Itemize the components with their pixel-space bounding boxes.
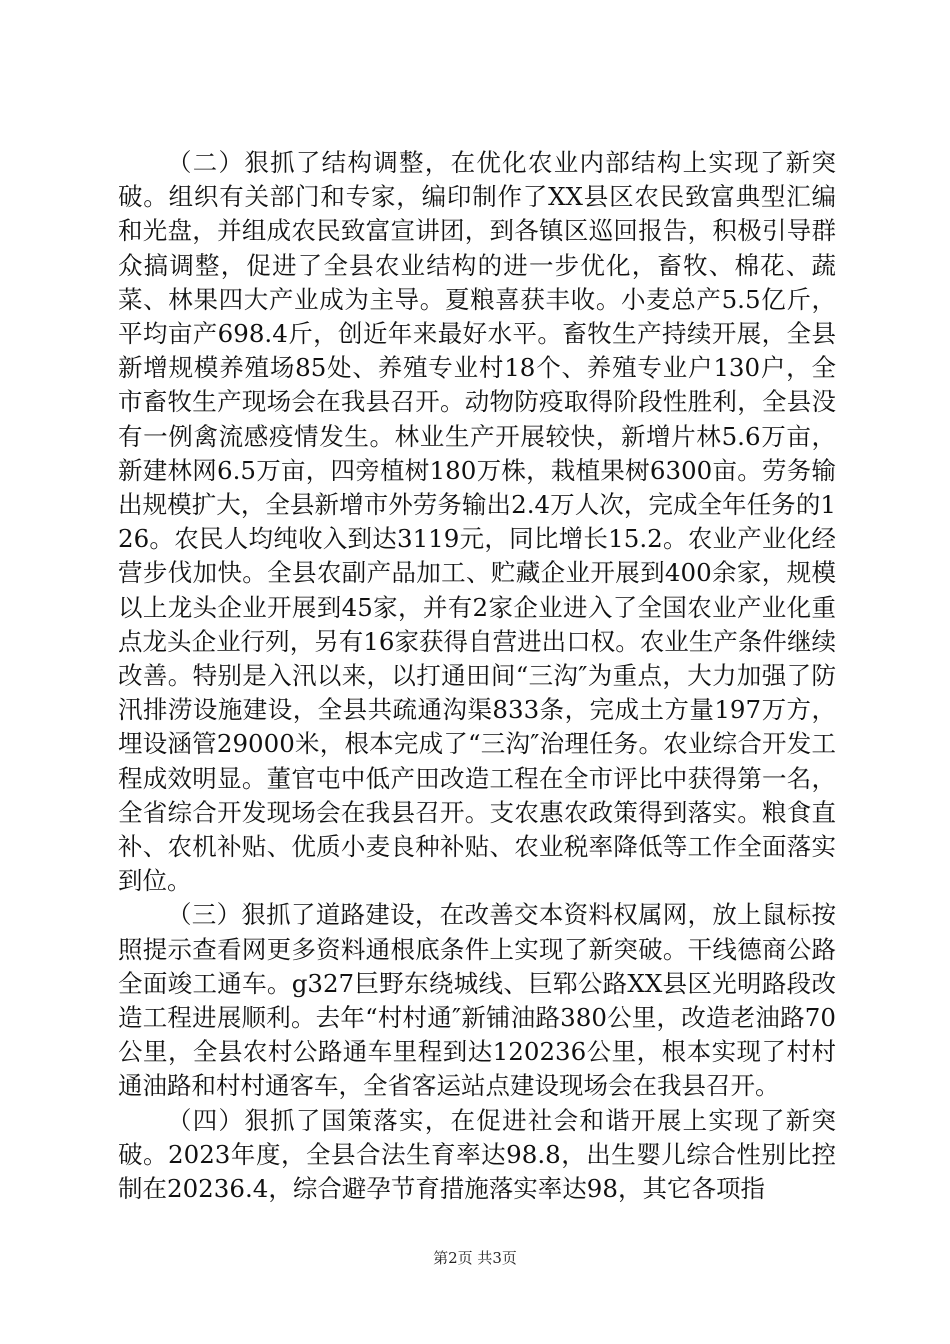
- paragraph-road-construction: （三）狠抓了道路建设，在改善交本资料权属网，放上鼠标按照提示查看网更多资料通根底条件上实现了新突破。干线德商公路全面竣工通车。g327巨野东绕城线、巨郓公路XX县区光明路段改造工程进展顺利。去年“村村通″新铺油路380公里，改造老油路70公里，全县农村公路通车里程到达120236公里，根本实现了村村通油路和村村通客车，全省客运站点建设现场会在我县召开。: [118, 900, 836, 1101]
- page-number-footer: 第2页 共3页: [433, 1249, 517, 1267]
- document-body: [118, 146, 836, 1206]
- paragraph-structure-adjustment: （二）狠抓了结构调整，在优化农业内部结构上实现了新突破。组织有关部门和专家，编印制作了XX县区农民致富典型汇编和光盘，并组成农民致富宣讲团，到各镇区巡回报告，积极引导群众搞调整，促进了全县农业结构的进一步优化，畜牧、棉花、蔬菜、林果四大产业成为主导。夏粮喜获丰收。小麦总产5.5亿斤，平均亩产698.4斤，创近年来最好水平。畜牧生产持续开展，全县新增规模养殖场85处、养殖专业村18个、养殖专业户130户，全市畜牧生产现场会在我县召开。动物防疫取得阶段性胜利，全县没有一例禽流感疫情发生。林业生产开展较快，新增片林5.6万亩，新建林网6.5万亩，四旁植树180万株，栽植果树6300亩。劳务输出规模扩大，全县新增市外劳务输出2.4万人次，完成全年任务的126。农民人均纯收入到达3119元，同比增长15.2。农业产业化经营步伐加快。全县农副产品加工、贮藏企业开展到400余家，规模以上龙头企业开展到45家，并有2家企业进入了全国农业产业化重点龙头企业行列，另有16家获得自营进出口权。农业生产条件继续改善。特别是入汛以来，以打通田间“三沟″为重点，大力加强了防汛排涝设施建设，全县共疏通沟渠833条，完成土方量197万方，埋设涵管29000米，根本完成了“三沟″治理任务。农业综合开发工程成效明显。董官屯中低产田改造工程在全市评比中获得第一名，全省综合开发现场会在我县召开。支农惠农政策得到落实。粮食直补、农机补贴、优质小麦良种补贴、农业税率降低等工作全面落实到位。: [118, 148, 836, 896]
- paragraph-national-policy: （四）狠抓了国策落实，在促进社会和谐开展上实现了新突破。2023年度，全县合法生育率达98.8，出生婴儿综合性别比控制在20236.4，综合避孕节育措施落实率达98，其它各项指: [118, 1105, 836, 1204]
